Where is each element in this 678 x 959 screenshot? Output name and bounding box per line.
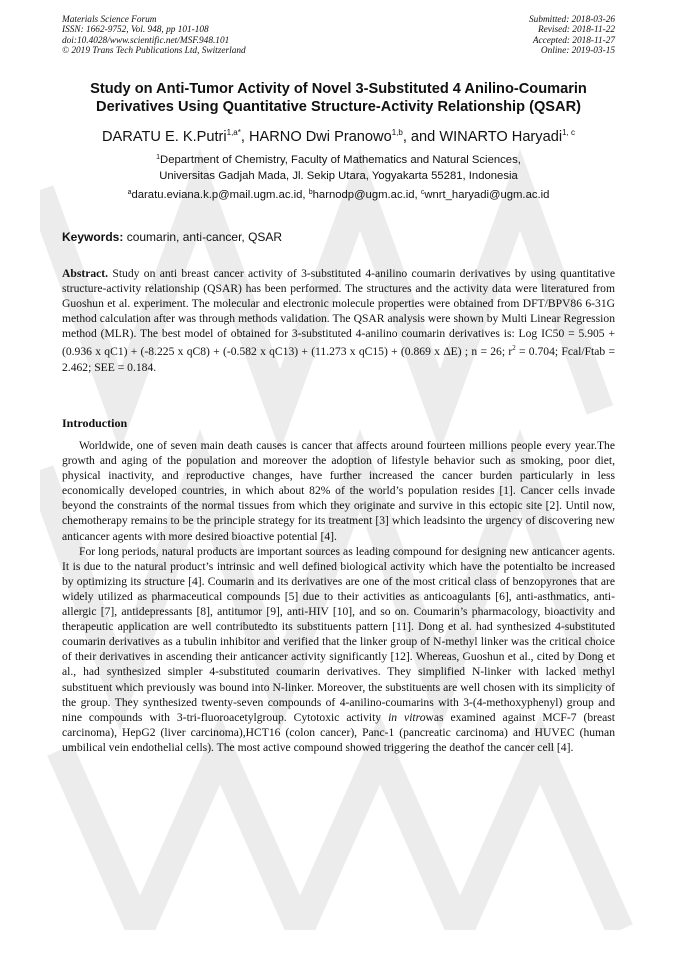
email-a-marker: a (127, 189, 132, 196)
author-2: HARNO Dwi Pranowo (248, 129, 392, 145)
accepted-date: Accepted: 2018-11-27 (532, 35, 615, 46)
author-3-affil: 1, c (562, 128, 575, 137)
author-2-affil: 1,b (391, 128, 403, 137)
header-right (529, 15, 615, 57)
email-a[interactable]: daratu.eviana.k.p@mail.ugm.ac.id, (131, 189, 309, 201)
submitted-date: Submitted: 2018-03-26 (529, 15, 615, 25)
author-1-affil: 1,a* (226, 128, 241, 137)
author-list (62, 124, 615, 146)
affiliation-line-2: Universitas Gadjah Mada, Jl. Sekip Utara, Yogyakarta 55281, Indonesia (159, 169, 518, 182)
issn: ISSN: 1662-9752, Vol. 948, pp 101-108 (62, 25, 209, 36)
abstract-r-squared-sup: 2 (512, 344, 516, 353)
intro-p2-text-b: was examined against MCF-7 (breast carcinoma), HepG2 (liver carcinoma),HCT16 (colon cancer), Panc-1 (pancreatic carcinoma) and HUVEC (human umbilical vein endothelial cells). The most active compound showed triggering the deathof the cancer cell [4]. (62, 710, 615, 754)
intro-paragraph-2 (62, 544, 615, 755)
affiliation-marker: 1 (156, 154, 161, 161)
email-b[interactable]: harnodp@ugm.ac.id, (312, 189, 421, 201)
keywords-label: Keywords: (62, 230, 124, 244)
abstract-text-tail: = 0.704; Fcal/Ftab = 2.462; SEE = 0.184. (62, 345, 615, 374)
author-sep-1: , (240, 129, 249, 145)
author-emails (62, 185, 615, 203)
intro-p2-text-a: For long periods, natural products are important sources as leading compound for designing new anticancer agents. It is due to the natural product’s intrinsic and well defined biological activity which have the potentialto be increased by optimizing its structure [4]. Coumarin and its derivatives are one of the most critical class of benzopyrones that are widely utilized as pharmaceutical compounds [5] due to their activities as anticoagulants [6], anti-asthmatics, anti-allergic [7], antidepressants [8], antitumor [9], anti-HIV [10], and so on. Coumarin’s pharmacology, bioactivity and therapeutic application are well contributedto its substituents pattern [11]. Dong et al. had synthesized 4-substituted coumarin derivatives as a tubulin inhibitor and verified that the linker group of N-methyl linker was the critical choice of their derivatives in ascending their anticancer activity significantly [12]. Whereas, Guoshun et al., cited by Dong et al., had synthesized simpler 4-substituted coumarin derivatives. They simplified N-linker with lacked methyl substituent which previously was bound into N-linker. Moreover, the substituents are well chosen with its simplicity of the group. They synthesized twenty-seven compounds of 4-anilino-coumarins with 3-(4-methoxyphenyl) group and nine compounds with 3-tri-fluoroacetylgroup. Cytotoxic activity (62, 544, 615, 724)
doi[interactable]: doi:10.4028/www.scientific.net/MSF.948.101 (62, 35, 230, 46)
keywords-text: coumarin, anti-cancer, QSAR (123, 230, 283, 244)
author-1: DARATU E. K.Putri (102, 129, 227, 145)
title-line-2: Derivatives Using Quantitative Structure-Activity Relationship (QSAR) (96, 99, 581, 115)
abstract-label: Abstract. (62, 267, 109, 280)
paper-title (62, 80, 615, 116)
title-line-1: Study on Anti-Tumor Activity of Novel 3-Substituted 4 Anilino-Coumarin (90, 81, 587, 97)
header-left (62, 15, 246, 57)
journal-name: Materials Science Forum (62, 15, 157, 25)
abstract-text: Study on anti breast cancer activity of 3-substituted 4-anilino coumarin derivatives by using quantitative structure-activity relationship (QSAR) has been performed. The structures and the activity data were literatured from Guoshun et al. experiment. The molecular and electronic molecule properties were obtained from DFT/BPV86 6-31G method calculation after was through methods validation. The QSAR analysis were shown by Multi Linear Regression method (MLR). The best model of obtained for 3-substituted 4-anilino coumarin derivatives is: Log IC50 = 5.905 + (0.936 x qC1) + (-8.225 x qC8) + (-0.582 x qC13) + (11.273 x qC15) + (0.869 x ΔE) ; n = 26; r (62, 267, 615, 359)
online-date: Online: 2019-03-15 (540, 46, 615, 57)
affiliation (62, 150, 615, 184)
intro-p2-italic: in vitro (388, 710, 426, 724)
affiliation-line-1: Department of Chemistry, Faculty of Mathematics and Natural Sciences, (160, 154, 521, 166)
introduction-body (62, 438, 615, 755)
email-c[interactable]: wnrt_haryadi@ugm.ac.id (424, 189, 550, 201)
author-3: WINARTO Haryadi (439, 129, 563, 145)
intro-paragraph-1: Worldwide, one of seven main death causes is cancer that affects around fourteen millions people every year.The growth and aging of the population and moreover the adoption of lifestyle behavior such as smoking, poor diet, physical inactivity, and reproductive changes, have further increased the cancer burden particularly in less economically developed countries, in which about 82% of the world’s population resides [1]. Cancer cells invade beyond the constraints of the normal tissues from which they originate and survive in this ectopic site [2]. Until now, chemotherapy remains to be the principle strategy for its treatment [3] which leadsinto the urgency of discovering new anticancer agents with more desired bioactive potential [4]. (62, 439, 615, 543)
abstract (62, 266, 615, 375)
email-b-marker: b (308, 189, 313, 196)
copyright: © 2019 Trans Tech Publications Ltd, Switzerland (62, 46, 246, 57)
section-title-introduction: Introduction (62, 416, 128, 430)
keywords (62, 230, 615, 245)
revised-date: Revised: 2018-11-22 (537, 25, 615, 36)
author-sep-2: , and (402, 129, 440, 145)
email-c-marker: c (420, 189, 425, 196)
